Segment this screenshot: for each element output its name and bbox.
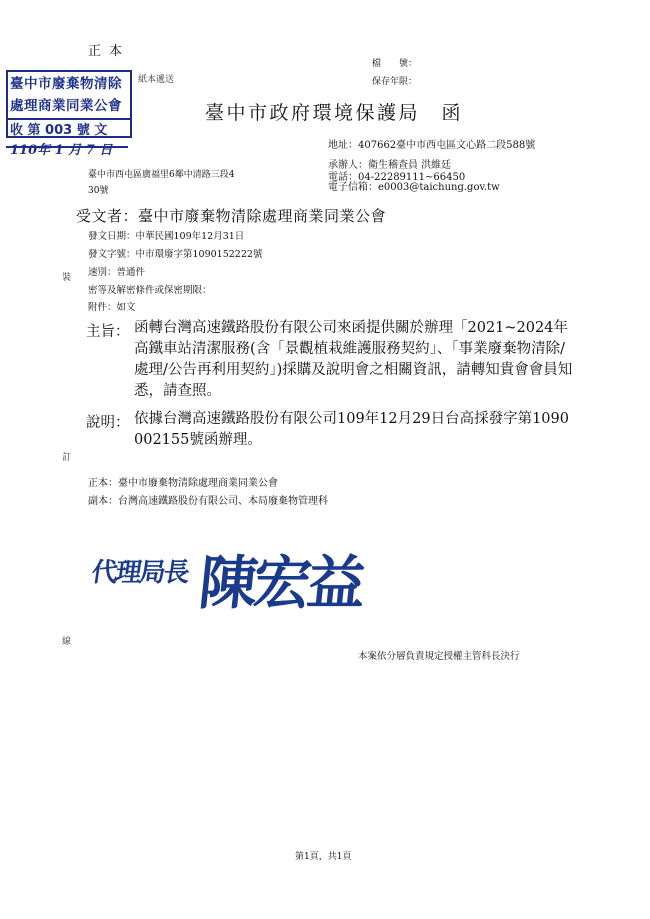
- delegation-note: 本案依分層負責規定授權主管科長決行: [358, 651, 520, 662]
- retention-label: 保存年限：: [372, 77, 418, 87]
- issue-date: 發文日期：中華民國109年12月31日: [88, 231, 245, 242]
- binding-mark-bottom: 線: [62, 637, 72, 647]
- document-number: 發文字號：中市環廢字第1090152222號: [88, 249, 263, 260]
- signature-title: 代理局長: [89, 558, 190, 588]
- classification: 密等及解密條件或保密期限：: [88, 285, 212, 296]
- received-stamp: [6, 70, 130, 158]
- file-number-label: 檔 號：: [372, 59, 418, 69]
- sender-contact: 承辦人：衛生稽查員 洪維廷: [328, 160, 452, 171]
- subject-label: 主旨：: [86, 324, 130, 340]
- recipient-address-line-1: 臺中市西屯區廣福里6鄰中清路三段4: [88, 170, 235, 180]
- original-recipient: 正本：臺中市廢棄物清除處理商業同業公會: [88, 478, 278, 489]
- stamp-line-1: 臺中市廢棄物清除: [10, 76, 122, 92]
- stamp-line-2: 處理商業同業公會: [10, 98, 122, 114]
- sender-address: 地址：407662臺中市西屯區文心路二段588號: [328, 140, 536, 151]
- copy-type-mark: 正本: [88, 44, 131, 59]
- explanation-text: 依據台灣高速鐵路股份有限公司109年12月29日台高採發字第1090002155號函辦理。: [134, 411, 569, 448]
- page-number: 第1頁，共1頁: [295, 852, 352, 862]
- recipient-address-line-2: 30號: [88, 186, 109, 196]
- explanation-label: 說明：: [86, 415, 130, 431]
- signature-name: 陳宏益: [195, 549, 366, 617]
- copy-recipients: 副本：台灣高速鐵路股份有限公司、本局廢棄物管理科: [88, 496, 328, 507]
- agency-title: 臺中市政府環境保護局 函: [205, 102, 464, 124]
- paper-delivery-mark: 紙本遞送: [138, 75, 175, 85]
- stamp-underline: [6, 146, 128, 148]
- delivery-speed: 速別：普通件: [88, 267, 146, 278]
- binding-mark-top: 裝: [62, 273, 72, 283]
- stamp-receipt-date: 110年 1 月 7 日: [10, 143, 113, 158]
- signature-seal: [89, 540, 422, 624]
- subject-text: 函轉台灣高速鐵路股份有限公司來函提供關於辦理「2021~2024年高鐵車站清潔服務(含「景觀植栽維護服務契約」、「事業廢棄物清除/處理/公告再利用契約」)採購及說明會之相關資訊，請轉知貴會會員知悉，請查照。: [134, 320, 573, 399]
- attachment: 附件：如文: [88, 302, 136, 313]
- stamp-receipt-number: 收 第 003 號 文: [10, 123, 108, 138]
- sender-email: 電子信箱：e0003@taichung.gov.tw: [328, 182, 500, 193]
- recipient: 受文者：臺中市廢棄物清除處理商業同業公會: [76, 207, 387, 225]
- sender-phone: 電話：04-22289111~66450: [328, 172, 466, 183]
- binding-mark-middle: 訂: [62, 453, 72, 463]
